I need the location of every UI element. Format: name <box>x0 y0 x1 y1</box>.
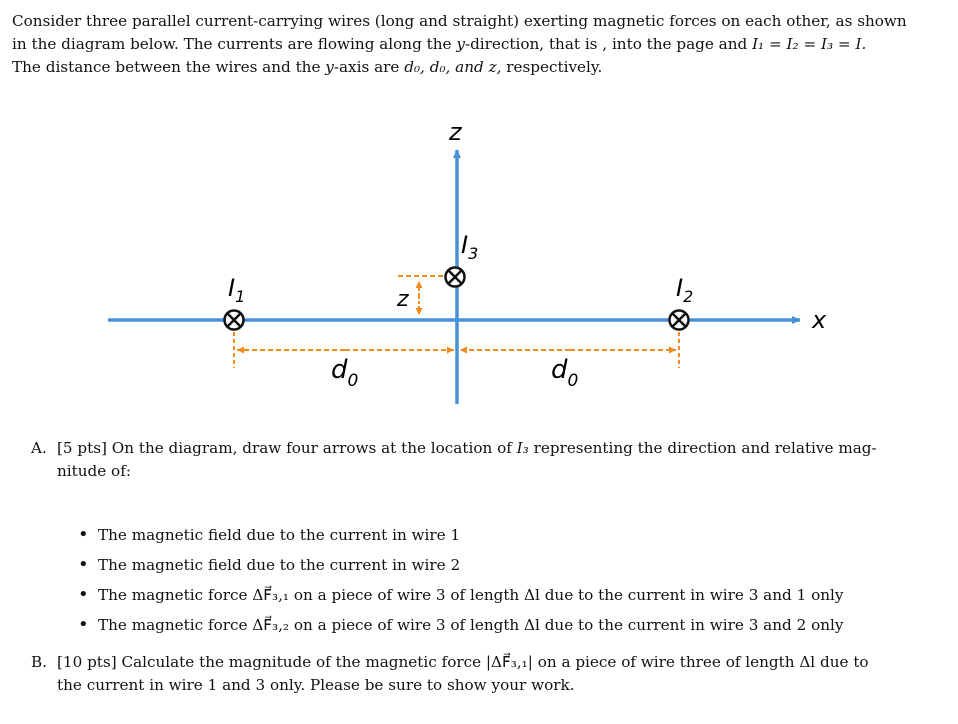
intro-line-1: Consider three parallel current-carrying wires (long and straight) exerting magnetic forces on each other, as shown <box>12 12 907 30</box>
part-b <box>31 651 931 697</box>
list-item: • The magnetic force ΔF⃗₃,₁ on a piece of wire 3 of length Δl due to the current in wire 3 and 1 only <box>78 580 843 610</box>
part-b-line-1: B. [10 pts] Calculate the magnitude of the magnetic force |ΔF⃗₃,₁| on a piece of wire three of length Δl due to <box>31 651 931 674</box>
d0-right-label: $d_0$ <box>551 355 579 391</box>
wire-2-label: $I_2$ <box>676 274 694 306</box>
wire-1-label: $I_1$ <box>228 274 246 306</box>
part-a-line-1: A. [5 pts] On the diagram, draw four arrows at the location of I₃ representing the direction and relative mag- <box>31 437 931 460</box>
part-a-line-2: nitude of: <box>57 462 131 480</box>
wire-3 <box>446 268 465 287</box>
list-item: • The magnetic field due to the current in wire 2 <box>78 550 843 580</box>
wire-diagram[interactable] <box>0 100 958 420</box>
intro-line-3: The distance between the wires and the y-axis are d₀, d₀, and z, respectively. <box>12 58 603 76</box>
part-a-label: A. <box>31 439 47 457</box>
wire-3-label: $I_3$ <box>461 231 479 263</box>
wire-1 <box>225 311 244 330</box>
z-offset-label: z <box>397 287 409 312</box>
part-b-label: B. <box>31 653 47 671</box>
z-axis-label: z <box>449 118 462 146</box>
problem-intro <box>12 10 942 79</box>
wire-2 <box>670 311 689 330</box>
intro-line-2: in the diagram below. The currents are flowing along the y-direction, that is , into the page and I₁ = I₂ = I₃ = I. <box>12 35 867 53</box>
list-item: • The magnetic force ΔF⃗₃,₂ on a piece of wire 3 of length Δl due to the current in wire 3 and 2 only <box>78 610 843 640</box>
list-item: • The magnetic field due to the current in wire 1 <box>78 520 843 550</box>
x-axis-label: x <box>812 306 827 334</box>
part-a-bullet-list <box>78 520 843 640</box>
part-b-line-2: the current in wire 1 and 3 only. Please be sure to show your work. <box>57 676 575 694</box>
d0-left-label: $d_0$ <box>331 355 359 391</box>
part-a <box>31 437 931 483</box>
